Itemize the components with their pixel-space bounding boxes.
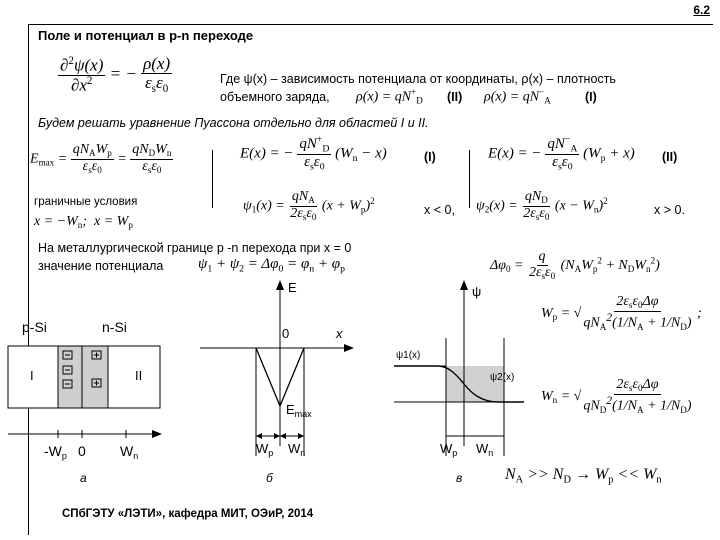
divider-2: [469, 150, 470, 208]
potential-diagram: [378, 278, 528, 490]
cond-right: x > 0.: [654, 203, 685, 217]
e-axis-label: E: [288, 280, 297, 295]
delta-phi-equation: $\Delta\varphi_0$ = $\frac{q}{2\varepsilon_s\varepsilon_0}$ $(N_AW_p^2 + N_DW_n^2)$: [490, 249, 660, 281]
wp-label-b: $W_p$: [256, 441, 274, 458]
boundary-label: граничные условия: [34, 196, 138, 208]
wn-label-c: $W_n$: [476, 441, 494, 458]
rho-region-2: $\rho(x) = qN^+_D$: [356, 87, 423, 106]
p-si-label: p-Si: [22, 319, 47, 335]
caption-a: а: [80, 471, 87, 485]
psi1-equation: $\psi_1(x)$ = $\frac{qN_A}{2\varepsilon_s\varepsilon_0}$ $(x + W_p)^2$: [243, 189, 375, 222]
potential-sum-equation: $\psi_1 + \psi_2 = \Delta\varphi_0 = \varphi_n + \varphi_p$: [198, 256, 345, 275]
intro-where: Где: [220, 72, 241, 86]
field-diagram: [198, 278, 366, 490]
metallurgic-text-1: На металлургической границе p -n перехода при x = 0: [38, 241, 352, 255]
cond-left: x < 0,: [424, 203, 455, 217]
field-region-1: E(x) = − $\frac{qN^+_D}{\varepsilon_s\varepsilon_0}$ $(W_n - x)$: [240, 134, 387, 173]
emax-equation: $E_{max}$ = $\frac{qN_AW_p}{\varepsilon_s\varepsilon_0}$ = $\frac{qN_DW_n}{\varepsilon_s\varepsilon_0}$: [30, 142, 172, 175]
caption-b: б: [266, 471, 273, 485]
axis-zero: 0: [78, 443, 86, 459]
poisson-text: Будем решать уравнение Пуассона отдельно для областей I и II.: [38, 116, 429, 130]
n-si-label: n-Si: [102, 319, 127, 335]
wn-equation: $W_n$ = √ $\frac{2\varepsilon_s\varepsilon_0\Delta\varphi}{qN_D^2(1/N_A + 1/N_D)}$: [541, 377, 692, 415]
wp-equation: $W_p$ = √ $\frac{2\varepsilon_s\varepsilon_0\Delta\varphi}{qN_A^2(1/N_A + 1/N_D)}$ ;: [541, 294, 702, 332]
psi1-label: ψ1(x): [396, 350, 421, 361]
slide-number: 6.2: [693, 3, 710, 17]
zero-label: 0: [282, 326, 290, 341]
intro-line-2: [220, 90, 330, 104]
wn-label-b: $W_n$: [288, 441, 306, 458]
emax-label: $E_{max}$: [286, 402, 312, 419]
intro-desc: ψ(x) – зависимость потенциала от координаты, ρ(x) – плотность: [243, 72, 616, 86]
region-II-label: II: [135, 368, 143, 383]
x-axis-label: x: [336, 326, 343, 341]
poisson-equation: $\frac{\partial^2\psi(x)}{\partial x^2}$ = − $\frac{\rho(x)}{\varepsilon_s\varepsilon_0}$: [60, 54, 171, 95]
region-tag-1: (I): [424, 150, 436, 164]
intro-line2-text: объемного заряда,: [220, 90, 330, 104]
wp-label-c: $W_p$: [440, 441, 458, 458]
psi-axis-label: ψ: [472, 284, 482, 299]
rho-region-1: $\rho(x) = qN^-_A$: [484, 87, 551, 106]
caption-c: в: [456, 471, 463, 485]
psi2-label: ψ2(x): [490, 372, 515, 383]
region-1-tag-intro: (I): [585, 90, 597, 104]
slide-title: Поле и потенциал в p-n переходе: [38, 28, 254, 43]
pn-structure-diagram: [0, 310, 170, 485]
axis-minus-wp: $-W_p$: [44, 443, 67, 461]
metallurgic-text-2: значение потенциала: [38, 259, 164, 273]
intro-line-1: [220, 72, 616, 86]
field-region-2: E(x) = − $\frac{qN^-_A}{\varepsilon_s\varepsilon_0}$ $(W_p + x)$: [488, 134, 635, 173]
footer: СПбГЭТУ «ЛЭТИ», кафедра МИТ, ОЭиР, 2014: [62, 508, 314, 520]
axis-wn: $W_n$: [120, 443, 139, 461]
boundary-conditions: $x = -W_n$; $x = W_p$: [34, 214, 133, 231]
divider-1: [212, 150, 213, 208]
region-I-label: I: [30, 368, 34, 383]
doping-relation: $N_A >> N_D \to W_p << W_n$: [505, 466, 662, 486]
region-tag-2: (II): [662, 150, 678, 164]
region-2-tag-intro: (II): [447, 90, 463, 104]
psi2-equation: $\psi_2(x)$ = $\frac{qN_D}{2\varepsilon_s\varepsilon_0}$ $(x - W_n)^2$: [476, 189, 608, 222]
